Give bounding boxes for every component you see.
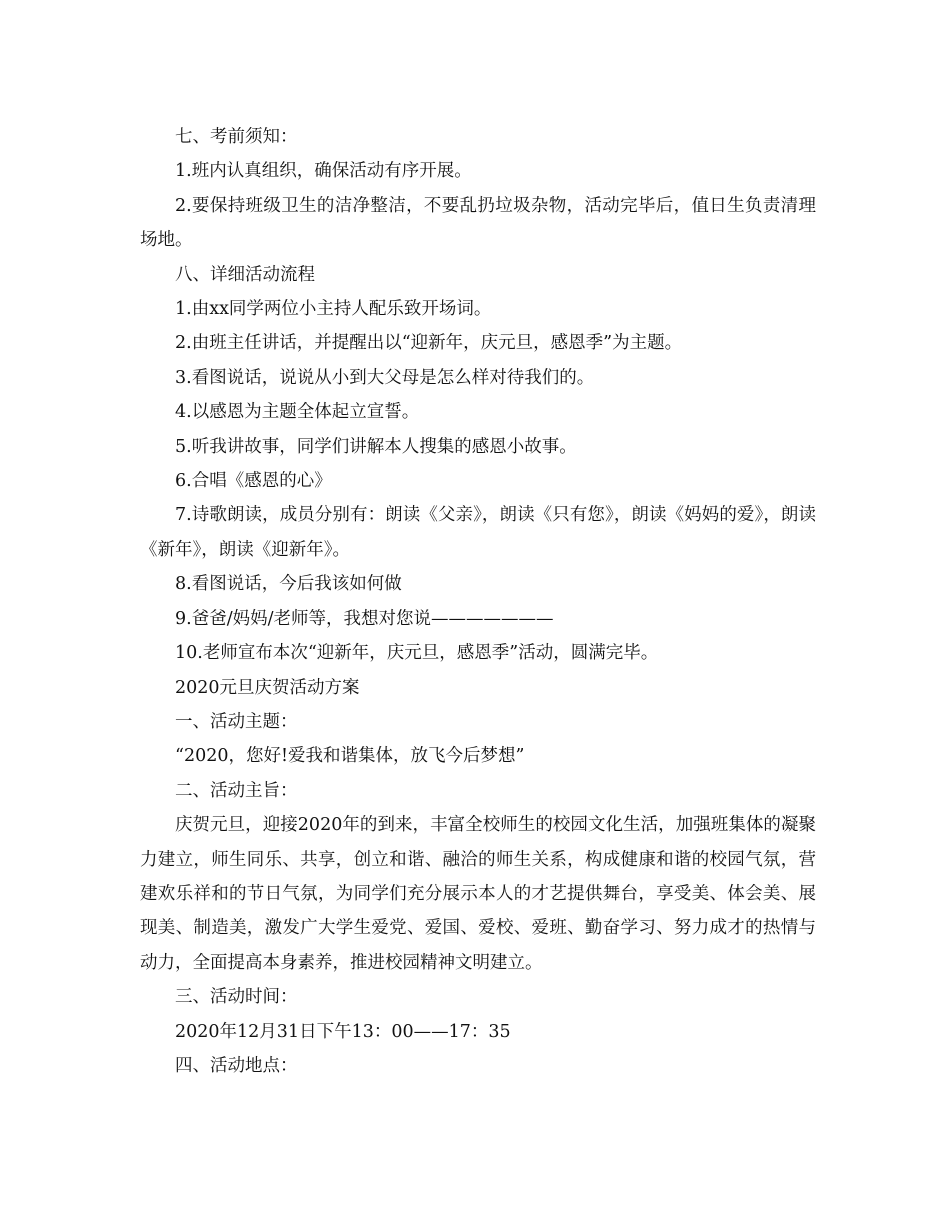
flow-item-7: 7.诗歌朗读，成员分别有：朗读《父亲》，朗读《只有您》，朗读《妈妈的爱》，朗读《新年》，朗读《迎新年》。 (140, 505, 816, 560)
heading-activity-location: 四、活动地点： (175, 1055, 298, 1076)
activity-purpose-text: 庆贺元旦，迎接2020年的到来，丰富全校师生的校园文化生活，加强班集体的凝聚力建立，师生同乐、共享，创立和谐、融洽的师生关系，构成健康和谐的校园气氛，营建欢乐祥和的节日气氛，为同学们充分展示本人的才艺提供舞台，享受美、体会美、展现美、制造美，激发广大学生爱党、爱国、爱校、爱班、勤奋学习、努力成才的热情与动力，全面提高本身素养，推进校园精神文明建立。 (140, 815, 816, 973)
flow-item-1: 1.由xx同学两位小主持人配乐致开场词。 (175, 299, 492, 320)
notice-item-2: 2.要保持班级卫生的洁净整洁，不要乱扔垃圾杂物，活动完毕后，值日生负责清理场地。 (140, 195, 816, 251)
heading-exam-notice: 七、考前须知： (175, 127, 298, 147)
notice-item-1: 1.班内认真组织，确保活动有序开展。 (175, 161, 472, 182)
flow-item-9: 9.爸爸/妈妈/老师等，我想对您说——————— (175, 608, 554, 629)
heading-activity-flow: 八、详细活动流程 (175, 264, 315, 285)
activity-theme-text: “2020，您好!爱我和谐集体，放飞今后梦想” (175, 746, 525, 767)
heading-activity-theme: 一、活动主题： (175, 711, 298, 732)
flow-item-10: 10.老师宣布本次“迎新年，庆元旦，感恩季”活动，圆满完毕。 (175, 643, 659, 664)
activity-time-text: 2020年12月31日下午13：00——17：35 (175, 1021, 511, 1042)
document-body (140, 120, 816, 1083)
heading-activity-purpose: 二、活动主旨： (175, 780, 298, 801)
flow-item-5: 5.听我讲故事，同学们讲解本人搜集的感恩小故事。 (175, 436, 577, 457)
flow-item-6: 6.合唱《感恩的心》 (175, 471, 332, 492)
flow-item-3: 3.看图说话，说说从小到大父母是怎么样对待我们的。 (175, 367, 595, 388)
flow-item-8: 8.看图说话，今后我该如何做 (175, 574, 402, 595)
flow-item-4: 4.以感恩为主题全体起立宣誓。 (175, 402, 420, 423)
heading-activity-time: 三、活动时间： (175, 987, 298, 1008)
plan-title: 2020元旦庆贺活动方案 (175, 677, 360, 698)
flow-item-2: 2.由班主任讲话，并提醒出以“迎新年，庆元旦，感恩季”为主题。 (175, 333, 683, 354)
